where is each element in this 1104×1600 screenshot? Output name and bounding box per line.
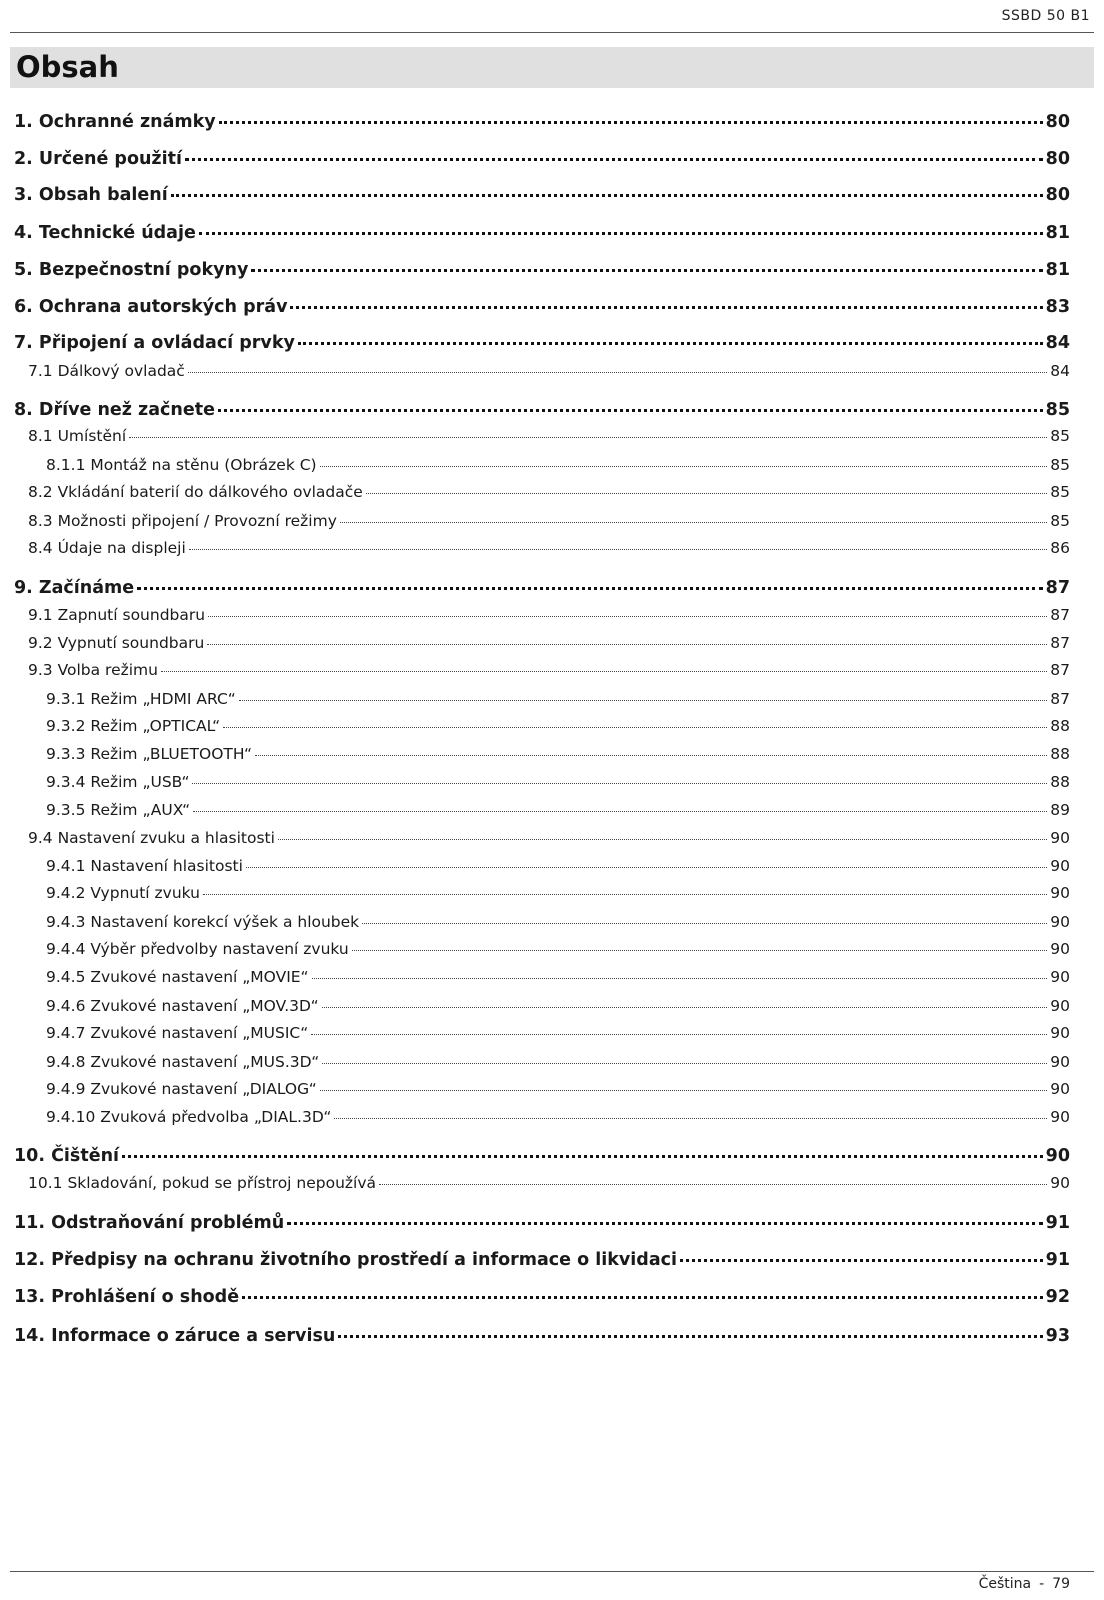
- toc-entry-label: 9.4.7 Zvukové nastavení „MUSIC“: [46, 1024, 309, 1042]
- toc-entry[interactable]: [28, 1174, 1070, 1192]
- leader-dots: [188, 371, 1047, 373]
- toc-entry[interactable]: [14, 185, 1070, 205]
- leader-dots: [320, 465, 1048, 467]
- leader-dots: [366, 492, 1047, 494]
- toc-entry[interactable]: [28, 427, 1070, 445]
- leader-dots: [255, 754, 1047, 756]
- toc-entry-page: 90: [1050, 884, 1070, 902]
- leader-dots: [223, 726, 1047, 728]
- toc-entry-label: 2. Určené použití: [14, 149, 182, 169]
- leader-dots: [161, 670, 1047, 672]
- toc-entry-page: 93: [1045, 1326, 1070, 1346]
- leader-dots: [207, 643, 1047, 645]
- header-divider: [10, 32, 1094, 33]
- toc-entry-page: 80: [1045, 112, 1070, 132]
- leader-dots: [338, 1334, 1042, 1338]
- toc-entry-label: 9. Začínáme: [14, 578, 135, 598]
- toc-entry-page: 88: [1050, 717, 1070, 735]
- toc-entry-page: 88: [1050, 745, 1070, 763]
- leader-dots: [242, 1295, 1043, 1299]
- toc-entry[interactable]: [46, 968, 1070, 986]
- toc-entry-page: 86: [1050, 539, 1070, 557]
- toc-entry-page: 80: [1045, 185, 1070, 205]
- toc-entry-label: 8. Dříve než začnete: [14, 400, 215, 420]
- toc-entry-label: 6. Ochrana autorských práv: [14, 297, 288, 317]
- toc-entry[interactable]: [46, 884, 1070, 902]
- toc-entry-label: 8.3 Možnosti připojení / Provozní režimy: [28, 512, 337, 530]
- toc-entry[interactable]: [46, 940, 1070, 958]
- footer-language: Čeština: [978, 1576, 1032, 1592]
- toc-entry[interactable]: [46, 857, 1070, 875]
- toc-entry-page: 91: [1045, 1250, 1070, 1270]
- toc-entry[interactable]: [46, 690, 1070, 708]
- toc-entry-label: 10.1 Skladování, pokud se přístroj nepoužívá: [28, 1174, 377, 1192]
- leader-dots: [246, 866, 1047, 868]
- toc-entry[interactable]: [14, 223, 1070, 243]
- toc-entry-label: 9.4 Nastavení zvuku a hlasitosti: [28, 829, 275, 847]
- toc-entry-page: 81: [1045, 223, 1070, 243]
- toc-entry-label: 9.4.8 Zvukové nastavení „MUS.3D“: [46, 1053, 320, 1071]
- leader-dots: [129, 436, 1047, 438]
- toc-entry-label: 9.3.3 Režim „BLUETOOTH“: [46, 745, 253, 763]
- leader-dots: [379, 1183, 1047, 1185]
- toc-entry-label: 8.2 Vkládání baterií do dálkového ovladače: [28, 483, 363, 501]
- toc-entry-label: 12. Předpisy na ochranu životního prostředí a informace o likvidaci: [14, 1250, 678, 1270]
- toc-entry[interactable]: [46, 913, 1070, 931]
- leader-dots: [322, 1006, 1048, 1008]
- toc-entry-label: 9.4.10 Zvuková předvolba „DIAL.3D“: [46, 1108, 332, 1126]
- footer-separator: -: [1039, 1576, 1045, 1592]
- toc-entry[interactable]: [14, 1326, 1070, 1346]
- toc-entry-page: 91: [1045, 1213, 1070, 1233]
- leader-dots: [290, 305, 1042, 309]
- toc-entry-label: 9.3.5 Režim „AUX“: [46, 801, 191, 819]
- toc-entry-page: 90: [1050, 997, 1070, 1015]
- toc-entry[interactable]: [46, 997, 1070, 1015]
- toc-entry-page: 85: [1050, 483, 1070, 501]
- toc-entry-label: 7. Připojení a ovládací prvky: [14, 333, 295, 353]
- toc-entry-label: 9.3.1 Režim „HDMI ARC“: [46, 690, 236, 708]
- toc-entry[interactable]: [14, 400, 1070, 420]
- toc-entry-label: 9.2 Vypnutí soundbaru: [28, 634, 205, 652]
- toc-entry[interactable]: [14, 1287, 1070, 1307]
- toc-entry-page: 90: [1050, 1053, 1070, 1071]
- toc-entry[interactable]: [46, 1053, 1070, 1071]
- title-bar: [10, 47, 1094, 88]
- toc-entry[interactable]: [46, 773, 1070, 791]
- toc-entry-page: 90: [1050, 1108, 1070, 1126]
- leader-dots: [171, 193, 1043, 197]
- leader-dots: [680, 1258, 1043, 1262]
- toc-entry-page: 85: [1050, 427, 1070, 445]
- toc-entry-page: 90: [1050, 940, 1070, 958]
- toc-entry-label: 9.4.2 Vypnutí zvuku: [46, 884, 200, 902]
- toc-entry[interactable]: [46, 717, 1070, 735]
- leader-dots: [208, 615, 1047, 617]
- leader-dots: [137, 586, 1042, 590]
- toc-entry[interactable]: [14, 333, 1070, 353]
- leader-dots: [320, 1089, 1047, 1091]
- toc-entry-label: 9.1 Zapnutí soundbaru: [28, 606, 206, 624]
- toc-entry-label: 7.1 Dálkový ovladač: [28, 362, 185, 380]
- leader-dots: [189, 548, 1047, 550]
- leader-dots: [322, 1062, 1047, 1064]
- toc-entry-page: 81: [1045, 260, 1070, 280]
- toc-entry[interactable]: [14, 149, 1070, 169]
- footer-divider: [10, 1571, 1094, 1572]
- toc-entry-page: 87: [1050, 634, 1070, 652]
- leader-dots: [203, 893, 1047, 895]
- footer-page-number: 79: [1052, 1576, 1070, 1592]
- toc-entry[interactable]: [46, 1024, 1070, 1042]
- toc-entry-page: 87: [1050, 690, 1070, 708]
- toc-entry-page: 84: [1050, 362, 1070, 380]
- toc-entry-page: 90: [1050, 857, 1070, 875]
- leader-dots: [278, 838, 1047, 840]
- leader-dots: [362, 922, 1047, 924]
- toc-entry-label: 9.3 Volba režimu: [28, 661, 158, 679]
- toc-entry[interactable]: [46, 1080, 1070, 1098]
- toc-entry-page: 87: [1045, 578, 1070, 598]
- leader-dots: [192, 782, 1047, 784]
- toc-entry-label: 9.4.6 Zvukové nastavení „MOV.3D“: [46, 997, 319, 1015]
- leader-dots: [219, 120, 1043, 124]
- toc-entry[interactable]: [28, 483, 1070, 501]
- toc-entry-page: 84: [1045, 333, 1070, 353]
- toc-entry-page: 87: [1050, 661, 1070, 679]
- toc-entry[interactable]: [46, 1108, 1070, 1126]
- leader-dots: [239, 699, 1047, 701]
- toc-entry[interactable]: [14, 1213, 1070, 1233]
- leader-dots: [218, 408, 1043, 412]
- toc-entry[interactable]: [28, 362, 1070, 380]
- toc-entry-page: 85: [1050, 512, 1070, 530]
- toc-entry-label: 9.4.3 Nastavení korekcí výšek a hloubek: [46, 913, 360, 931]
- toc-entry-label: 3. Obsah balení: [14, 185, 168, 205]
- toc-entry-label: 9.3.2 Režim „OPTICAL“: [46, 717, 221, 735]
- page-title: Obsah: [16, 50, 119, 84]
- toc-entry-page: 90: [1050, 968, 1070, 986]
- toc-entry-label: 9.4.5 Zvukové nastavení „MOVIE“: [46, 968, 309, 986]
- toc-entry-page: 85: [1050, 456, 1070, 474]
- toc-entry-label: 9.4.4 Výběr předvolby nastavení zvuku: [46, 940, 349, 958]
- toc-entry-label: 8.1.1 Montáž na stěnu (Obrázek C): [46, 456, 317, 474]
- toc-entry-page: 90: [1050, 1174, 1070, 1192]
- toc-entry-label: 1. Ochranné známky: [14, 112, 216, 132]
- toc-entry-page: 83: [1045, 297, 1070, 317]
- leader-dots: [352, 949, 1048, 951]
- toc-entry-page: 90: [1050, 1024, 1070, 1042]
- header-model: SSBD 50 B1: [1001, 8, 1090, 24]
- toc-entry-label: 9.4.9 Zvukové nastavení „DIALOG“: [46, 1080, 317, 1098]
- toc-entry-page: 87: [1050, 606, 1070, 624]
- leader-dots: [193, 810, 1047, 812]
- leader-dots: [251, 268, 1042, 272]
- toc-entry-label: 9.4.1 Nastavení hlasitosti: [46, 857, 243, 875]
- leader-dots: [199, 231, 1043, 235]
- leader-dots: [185, 157, 1043, 161]
- toc-entry[interactable]: [46, 801, 1070, 819]
- leader-dots: [334, 1117, 1047, 1119]
- toc-entry-label: 14. Informace o záruce a servisu: [14, 1326, 336, 1346]
- toc-entry[interactable]: [28, 539, 1070, 557]
- toc-entry-page: 90: [1050, 1080, 1070, 1098]
- toc-entry-page: 90: [1050, 913, 1070, 931]
- toc-entry-label: 8.4 Údaje na displeji: [28, 539, 186, 557]
- toc-entry[interactable]: [28, 634, 1070, 652]
- toc-entry-label: 4. Technické údaje: [14, 223, 196, 243]
- toc-entry-label: 10. Čištění: [14, 1146, 120, 1166]
- toc-entry-label: 5. Bezpečnostní pokyny: [14, 260, 249, 280]
- toc-entry-label: 13. Prohlášení o shodě: [14, 1287, 240, 1307]
- toc-entry[interactable]: [46, 745, 1070, 763]
- toc-entry[interactable]: [28, 512, 1070, 530]
- toc-entry[interactable]: [14, 112, 1070, 132]
- leader-dots: [312, 977, 1048, 979]
- toc-entry-page: 85: [1045, 400, 1070, 420]
- toc-entry-page: 92: [1045, 1287, 1070, 1307]
- toc-entry[interactable]: [14, 1146, 1070, 1166]
- toc-entry-page: 90: [1050, 829, 1070, 847]
- toc-entry-label: 11. Odstraňování problémů: [14, 1213, 285, 1233]
- toc-entry-label: 9.3.4 Režim „USB“: [46, 773, 190, 791]
- toc-entry[interactable]: [14, 578, 1070, 598]
- toc-entry[interactable]: [28, 606, 1070, 624]
- leader-dots: [122, 1154, 1043, 1158]
- toc-entry[interactable]: [28, 829, 1070, 847]
- toc-entry[interactable]: [28, 661, 1070, 679]
- toc-entry[interactable]: [14, 297, 1070, 317]
- toc-entry-page: 90: [1045, 1146, 1070, 1166]
- toc-entry[interactable]: [14, 260, 1070, 280]
- toc-entry-page: 89: [1050, 801, 1070, 819]
- toc-entry[interactable]: [46, 456, 1070, 474]
- leader-dots: [311, 1033, 1047, 1035]
- leader-dots: [340, 521, 1047, 523]
- toc-entry-page: 80: [1045, 149, 1070, 169]
- toc-entry-page: 88: [1050, 773, 1070, 791]
- leader-dots: [298, 341, 1043, 345]
- toc-entry-label: 8.1 Umístění: [28, 427, 127, 445]
- leader-dots: [287, 1221, 1042, 1225]
- toc-entry[interactable]: [14, 1250, 1070, 1270]
- footer: [979, 1576, 1070, 1592]
